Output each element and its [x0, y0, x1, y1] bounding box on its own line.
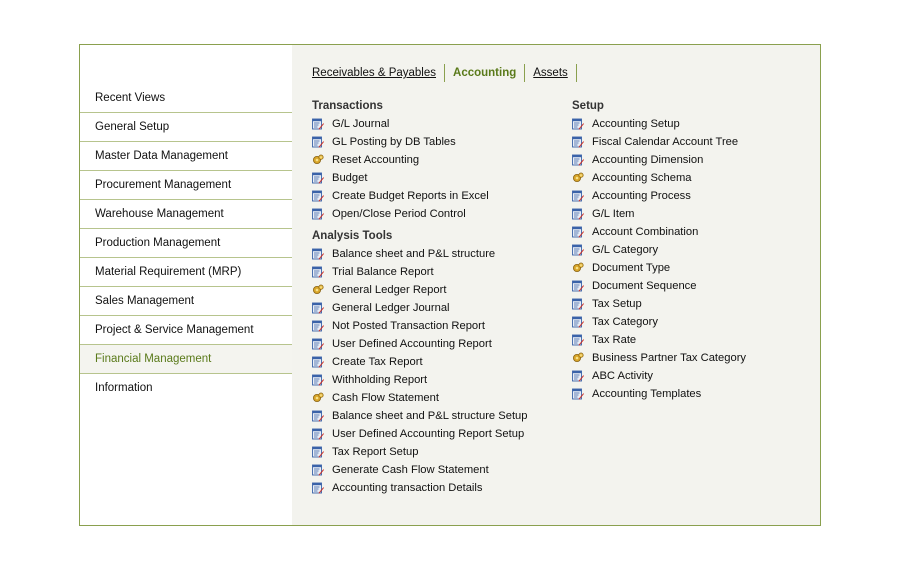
menu-item-tax-report-setup[interactable] [312, 443, 567, 461]
menu-item-cash-flow-statement[interactable] [312, 389, 567, 407]
menu-item-general-ledger-journal[interactable] [312, 299, 567, 317]
window-icon [312, 302, 324, 314]
menu-item-accounting-transaction-details[interactable] [312, 479, 567, 497]
menu-item-accounting-dimension[interactable] [572, 151, 827, 169]
menu-item-create-tax-report[interactable] [312, 353, 567, 371]
menu-item-label: Document Sequence [592, 280, 697, 292]
sidebar-item-project-and-service-management[interactable]: Project & Service Management [80, 316, 292, 345]
process-icon [312, 284, 324, 296]
section-title-transactions: Transactions [312, 100, 383, 112]
menu-item-label: Tax Setup [592, 298, 642, 310]
window-icon [312, 374, 324, 386]
menu-item-label: Accounting transaction Details [332, 482, 483, 494]
window-icon [312, 446, 324, 458]
menu-item-budget[interactable] [312, 169, 567, 187]
sidebar-item-warehouse-management[interactable]: Warehouse Management [80, 200, 292, 229]
menu-item-label: Withholding Report [332, 374, 428, 386]
menu-item-label: Accounting Dimension [592, 154, 704, 166]
menu-item-accounting-templates[interactable] [572, 385, 827, 403]
window-icon [312, 338, 324, 350]
menu-item-label: Create Budget Reports in Excel [332, 190, 489, 202]
section-list-analysis-tools [312, 245, 567, 497]
window-icon [572, 136, 584, 148]
process-icon [572, 172, 584, 184]
window-icon [312, 482, 324, 494]
menu-item-trial-balance-report[interactable] [312, 263, 567, 281]
tab-accounting[interactable]: Accounting [453, 67, 517, 79]
menu-item-balance-sheet-and-pandl-structure[interactable] [312, 245, 567, 263]
sidebar [80, 45, 292, 525]
menu-item-account-combination[interactable] [572, 223, 827, 241]
menu-item-g-l-item[interactable] [572, 205, 827, 223]
menu-item-label: Tax Rate [592, 334, 637, 346]
menu-item-label: Generate Cash Flow Statement [332, 464, 489, 476]
menu-item-general-ledger-report[interactable] [312, 281, 567, 299]
menu-item-label: User Defined Accounting Report [332, 338, 492, 350]
menu-item-label: Create Tax Report [332, 356, 423, 368]
menu-item-label: Tax Report Setup [332, 446, 419, 458]
menu-item-label: Open/Close Period Control [332, 208, 466, 220]
sidebar-item-production-management[interactable]: Production Management [80, 229, 292, 258]
sidebar-menu [80, 84, 292, 402]
menu-item-label: G/L Journal [332, 118, 390, 130]
window-icon [572, 154, 584, 166]
tab-bar [312, 64, 577, 82]
window-icon [572, 334, 584, 346]
menu-item-create-budget-reports-in-excel[interactable] [312, 187, 567, 205]
window-icon [572, 298, 584, 310]
menu-item-label: Balance sheet and P&L structure [332, 248, 496, 260]
tab-assets[interactable]: Assets [533, 67, 568, 79]
menu-item-tax-rate[interactable] [572, 331, 827, 349]
menu-item-label: Trial Balance Report [332, 266, 434, 278]
menu-item-label: Accounting Setup [592, 118, 680, 130]
section-list-setup [572, 115, 827, 403]
menu-item-user-defined-accounting-report[interactable] [312, 335, 567, 353]
menu-item-reset-accounting[interactable] [312, 151, 567, 169]
menu-item-document-sequence[interactable] [572, 277, 827, 295]
window-icon [312, 428, 324, 440]
window-icon [572, 370, 584, 382]
menu-item-accounting-schema[interactable] [572, 169, 827, 187]
menu-panel [79, 44, 821, 526]
tab-divider [576, 64, 577, 82]
menu-item-label: Accounting Process [592, 190, 691, 202]
menu-item-label: Not Posted Transaction Report [332, 320, 485, 332]
window-icon [312, 208, 324, 220]
sidebar-item-information[interactable]: Information [95, 382, 153, 394]
menu-item-not-posted-transaction-report[interactable] [312, 317, 567, 335]
sidebar-item-financial-management[interactable]: Financial Management [80, 345, 292, 374]
sidebar-item-recent-views[interactable]: Recent Views [80, 84, 292, 113]
menu-item-label: General Ledger Report [332, 284, 447, 296]
menu-item-balance-sheet-and-pandl-structure-setup[interactable] [312, 407, 567, 425]
window-icon [312, 118, 324, 130]
sidebar-item-general-setup[interactable]: General Setup [80, 113, 292, 142]
menu-item-document-type[interactable] [572, 259, 827, 277]
menu-item-gl-posting-by-db-tables[interactable] [312, 133, 567, 151]
process-icon [312, 392, 324, 404]
menu-item-label: Accounting Schema [592, 172, 692, 184]
menu-item-label: Account Combination [592, 226, 699, 238]
menu-item-label: Balance sheet and P&L structure Setup [332, 410, 528, 422]
menu-item-user-defined-accounting-report-setup[interactable] [312, 425, 567, 443]
menu-item-label: Document Type [592, 262, 671, 274]
menu-item-label: Fiscal Calendar Account Tree [592, 136, 739, 148]
menu-item-label: Tax Category [592, 316, 658, 328]
sidebar-item-procurement-management[interactable]: Procurement Management [80, 171, 292, 200]
section-list-transactions [312, 115, 567, 223]
window-icon [572, 118, 584, 130]
window-icon [312, 320, 324, 332]
window-icon [572, 316, 584, 328]
menu-item-accounting-process[interactable] [572, 187, 827, 205]
section-title-setup: Setup [572, 100, 604, 112]
window-icon [572, 388, 584, 400]
menu-item-tax-setup[interactable] [572, 295, 827, 313]
menu-item-fiscal-calendar-account-tree[interactable] [572, 133, 827, 151]
menu-column-left [312, 97, 567, 497]
menu-item-label: Reset Accounting [332, 154, 420, 166]
process-icon [312, 154, 324, 166]
menu-item-withholding-report[interactable] [312, 371, 567, 389]
menu-item-generate-cash-flow-statement[interactable] [312, 461, 567, 479]
menu-item-label: Budget [332, 172, 368, 184]
tab-receivables-and-payables[interactable]: Receivables & Payables [312, 67, 437, 79]
sidebar-item-master-data-management[interactable]: Master Data Management [80, 142, 292, 171]
window-icon [312, 410, 324, 422]
section-title-analysis-tools: Analysis Tools [312, 230, 393, 242]
process-icon [572, 352, 584, 364]
menu-item-tax-category[interactable] [572, 313, 827, 331]
menu-item-g-l-journal[interactable] [312, 115, 567, 133]
menu-item-label: Accounting Templates [592, 388, 702, 400]
menu-item-label: G/L Item [592, 208, 635, 220]
window-icon [312, 356, 324, 368]
menu-item-label: G/L Category [592, 244, 659, 256]
menu-item-label: GL Posting by DB Tables [332, 136, 456, 148]
menu-item-g-l-category[interactable] [572, 241, 827, 259]
window-icon [572, 244, 584, 256]
window-icon [572, 280, 584, 292]
menu-item-label: Business Partner Tax Category [592, 352, 747, 364]
process-icon [572, 262, 584, 274]
menu-item-label: ABC Activity [592, 370, 653, 382]
menu-item-label: User Defined Accounting Report Setup [332, 428, 525, 440]
window-icon [572, 226, 584, 238]
window-icon [312, 464, 324, 476]
window-icon [572, 190, 584, 202]
menu-column-right [572, 97, 827, 403]
window-icon [312, 190, 324, 202]
menu-item-abc-activity[interactable] [572, 367, 827, 385]
sidebar-item-sales-management[interactable]: Sales Management [80, 287, 292, 316]
menu-item-business-partner-tax-category[interactable] [572, 349, 827, 367]
window-icon [312, 266, 324, 278]
menu-item-label: Cash Flow Statement [332, 392, 439, 404]
sidebar-item-material-requirement-mrp[interactable]: Material Requirement (MRP) [80, 258, 292, 287]
window-icon [572, 208, 584, 220]
menu-item-accounting-setup[interactable] [572, 115, 827, 133]
window-icon [312, 248, 324, 260]
menu-item-open-close-period-control[interactable] [312, 205, 567, 223]
content-area [292, 45, 820, 525]
menu-item-label: General Ledger Journal [332, 302, 450, 314]
window-icon [312, 172, 324, 184]
window-icon [312, 136, 324, 148]
